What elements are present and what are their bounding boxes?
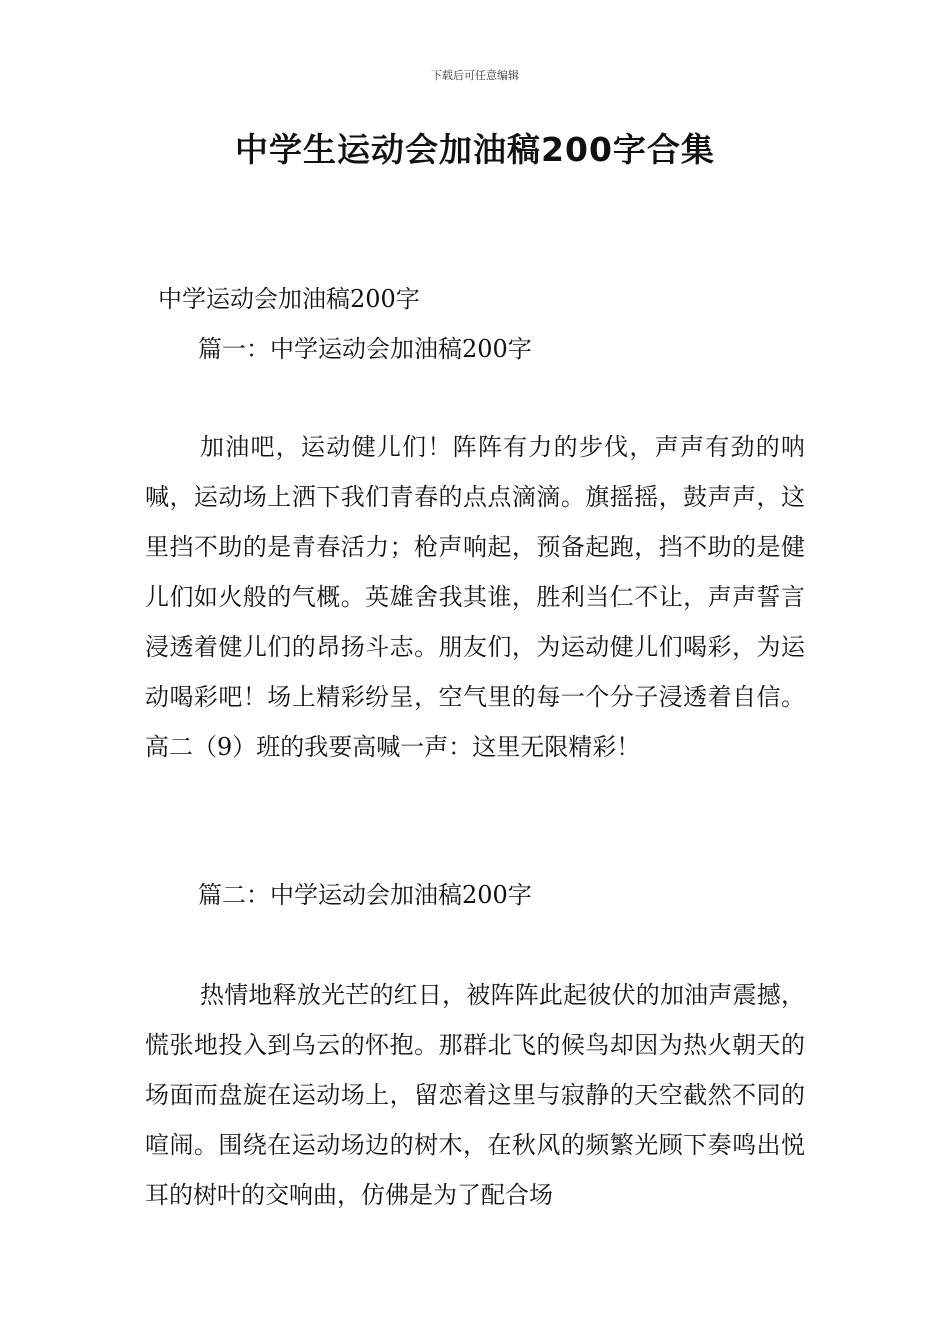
document-title: 中学生运动会加油稿200字合集 — [235, 130, 715, 169]
section-heading-1: 篇一：中学运动会加油稿200字 — [198, 335, 532, 363]
section-body-2: 热情地释放光芒的红日，被阵阵此起彼伏的加油声震撼，慌张地投入到乌云的怀抱。那群北飞的候鸟却因为热火朝天的场面而盘旋在运动场上，留恋着这里与寂静的天空截然不同的喧闹。围绕在运动场边的树木，在秋风的频繁光顾下奏鸣出悦耳的树叶的交响曲，仿佛是为了配合场 — [145, 981, 805, 1209]
section-body-1: 加油吧，运动健儿们！阵阵有力的步伐，声声有劲的呐喊，运动场上洒下我们青春的点点滴滴。旗摇摇，鼓声声，这里挡不助的是青春活力；枪声响起，预备起跑，挡不助的是健儿们如火般的气概。英雄舍我其谁，胜利当仁不让，声声誓言浸透着健儿们的昂扬斗志。朋友们，为运动健儿们喝彩，为运动喝彩吧！场上精彩纷呈，空气里的每一个分子浸透着自信。高二（9）班的我要高喊一声：这里无限精彩！ — [145, 433, 805, 761]
section-heading-2: 篇二：中学运动会加油稿200字 — [198, 881, 532, 909]
header-note: 下载后可任意编辑 — [431, 69, 519, 82]
document-subtitle: 中学运动会加油稿200字 — [158, 285, 420, 313]
